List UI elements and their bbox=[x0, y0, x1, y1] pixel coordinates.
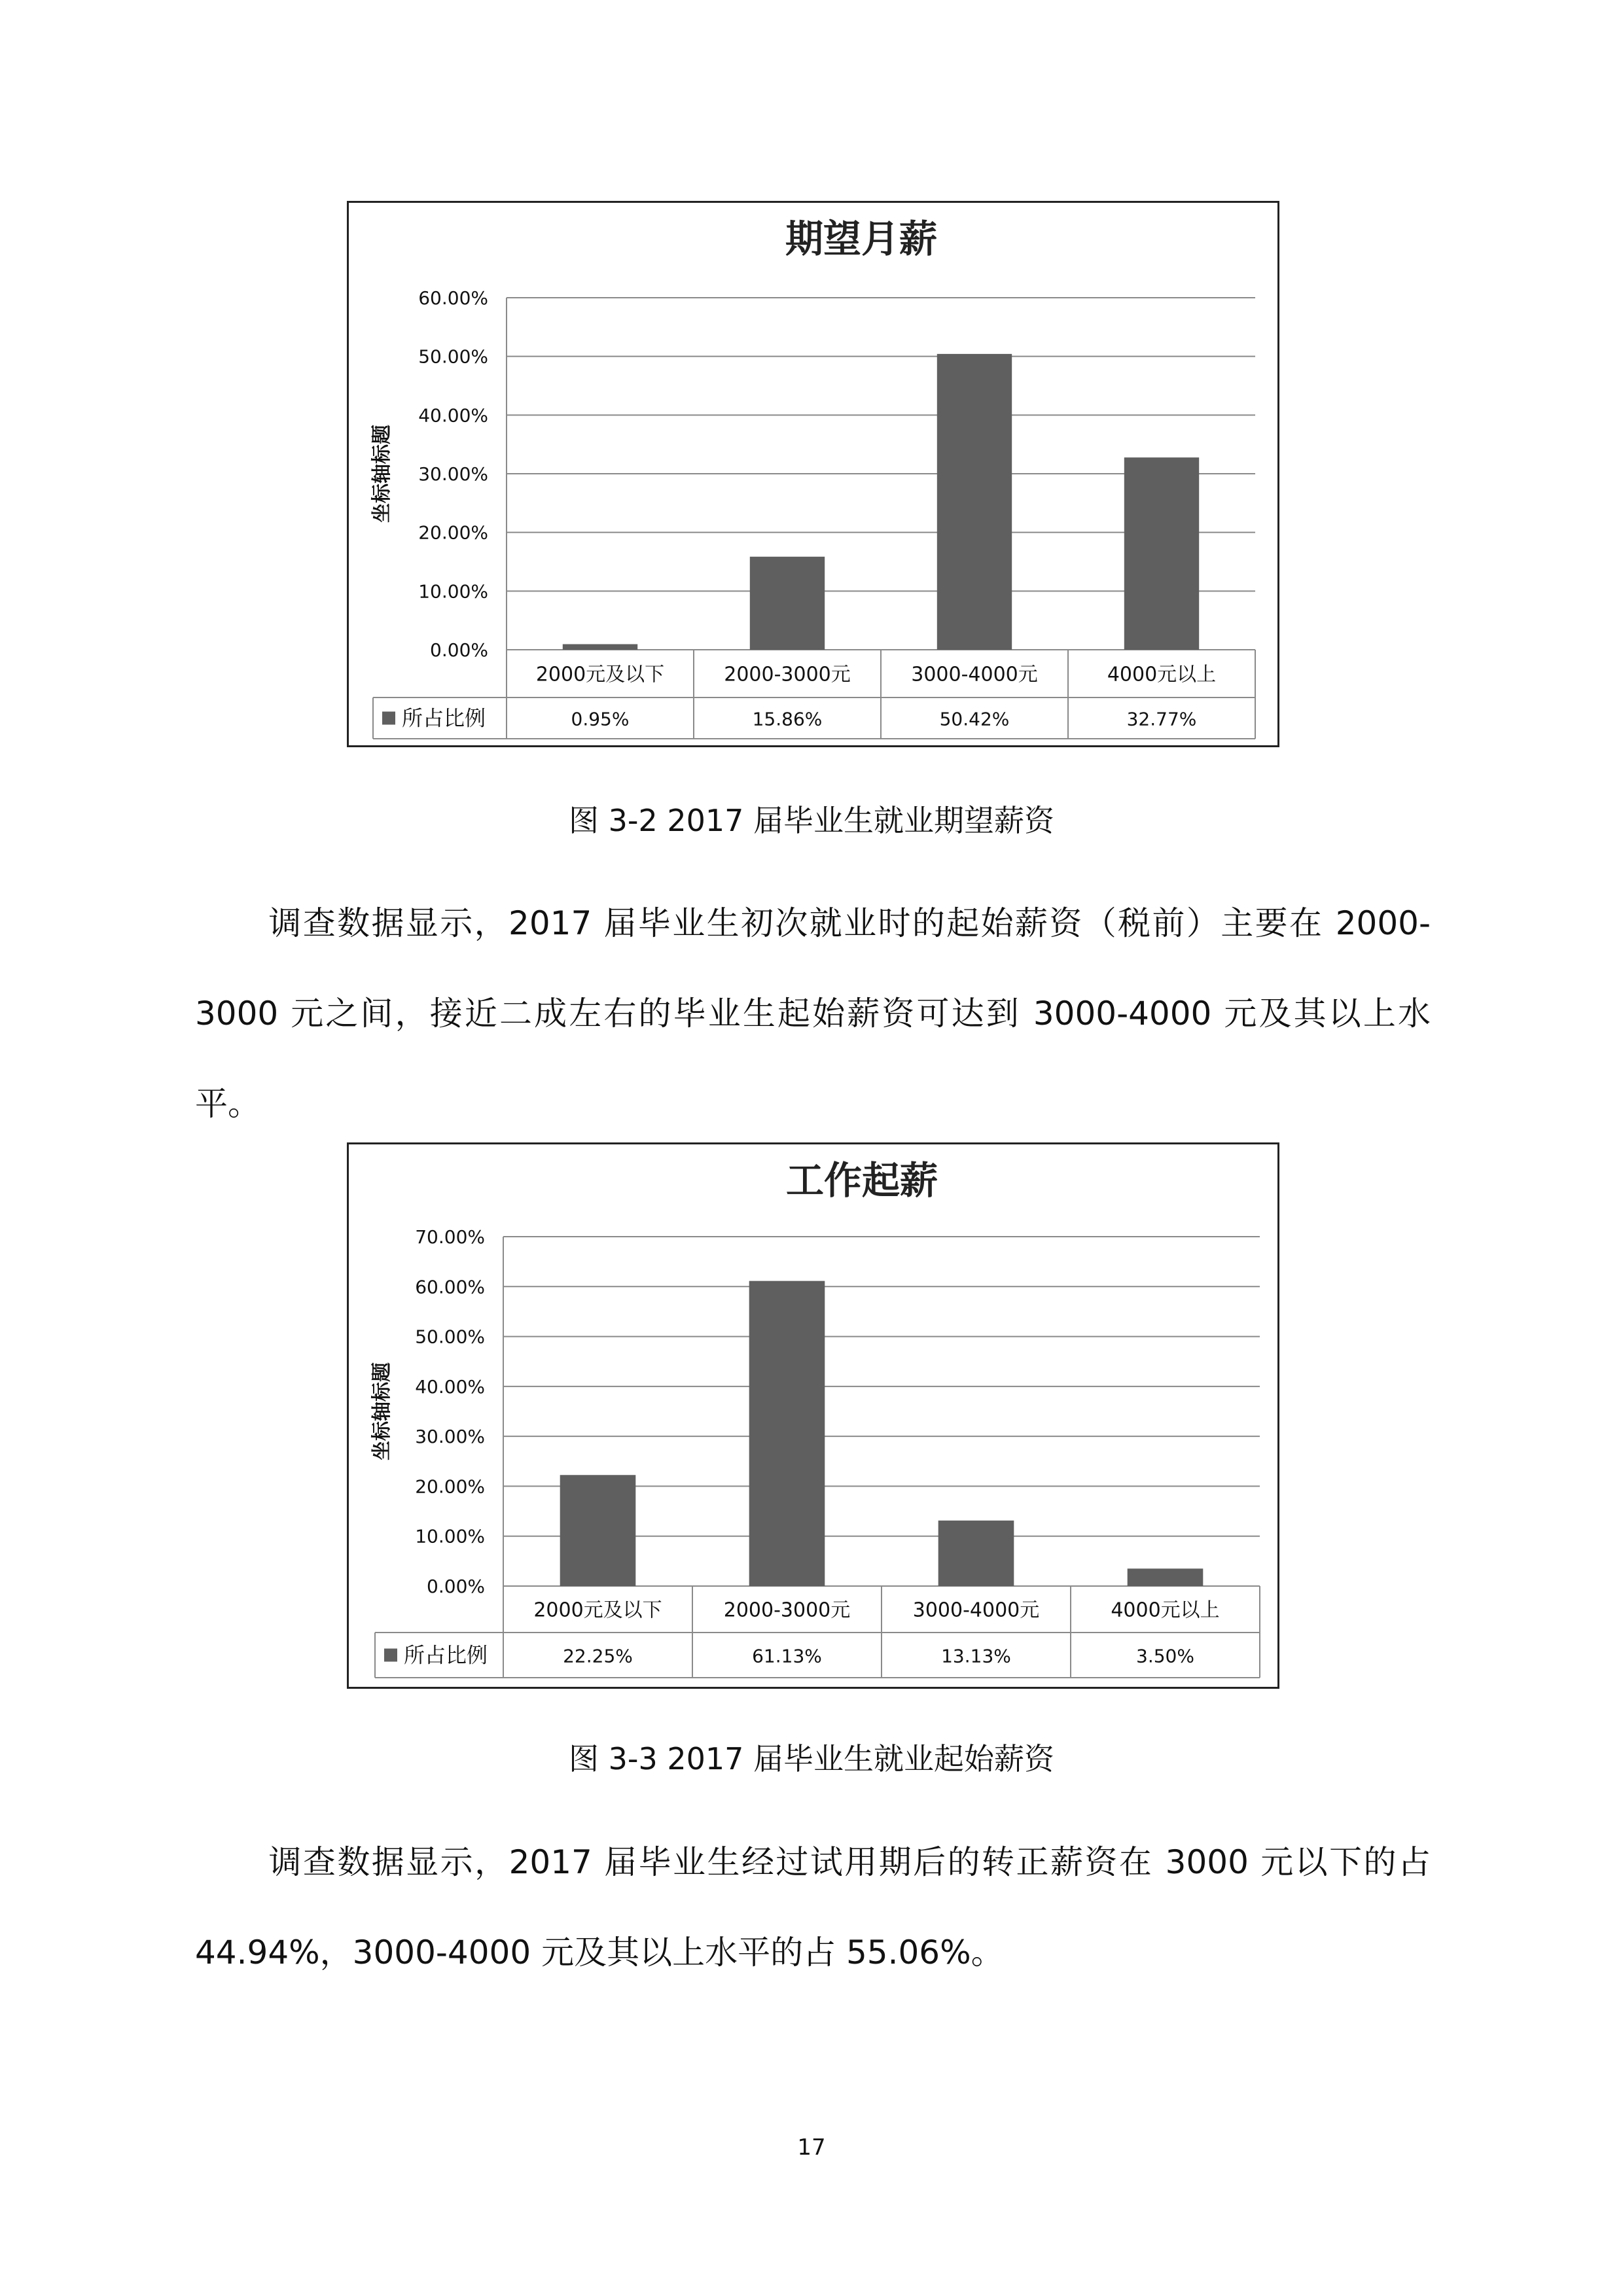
y-tick-label: 30.00% bbox=[415, 1426, 485, 1448]
category-label: 3000-4000元 bbox=[912, 1598, 1040, 1622]
y-tick-label: 50.00% bbox=[415, 1326, 485, 1348]
y-axis-title: 坐标轴标题 bbox=[370, 1362, 393, 1460]
data-label: 3.50% bbox=[1136, 1645, 1194, 1667]
figure-caption-3-2: 图 3-2 2017 届毕业生就业期望薪资 bbox=[568, 803, 1055, 838]
chart-starting-salary bbox=[347, 1142, 1279, 1689]
paragraph-starting-salary bbox=[195, 878, 1431, 1149]
paragraph-text: 调查数据显示，2017 届毕业生经过试用期后的转正薪资在 3000 元以下的占 44.94%，3000-4000 元及其以上水平的占 55.06%。 bbox=[195, 1843, 1431, 1971]
y-tick-label: 60.00% bbox=[418, 287, 488, 309]
chart-title: 期望月薪 bbox=[785, 217, 938, 261]
bar bbox=[563, 644, 637, 650]
y-tick-label: 0.00% bbox=[427, 1576, 485, 1597]
category-label: 2000元及以下 bbox=[533, 1598, 662, 1622]
y-tick-label: 10.00% bbox=[418, 580, 488, 603]
category-label: 2000-3000元 bbox=[723, 1598, 851, 1622]
data-label: 0.95% bbox=[571, 708, 630, 730]
category-label: 3000-4000元 bbox=[911, 663, 1038, 686]
category-label: 2000-3000元 bbox=[724, 663, 851, 686]
data-label: 50.42% bbox=[939, 708, 1010, 730]
y-tick-label: 0.00% bbox=[430, 639, 488, 661]
legend-key bbox=[382, 712, 395, 725]
chart-expected-salary bbox=[347, 201, 1279, 747]
y-tick-label: 50.00% bbox=[418, 345, 488, 368]
chart-expected-salary-svg bbox=[349, 203, 1277, 745]
bar bbox=[938, 1521, 1014, 1586]
data-label: 15.86% bbox=[752, 708, 823, 730]
bar bbox=[560, 1475, 636, 1586]
category-label: 4000元以上 bbox=[1107, 663, 1217, 686]
paragraph-regular-salary bbox=[195, 1817, 1431, 1998]
y-tick-label: 40.00% bbox=[418, 404, 488, 427]
bar bbox=[750, 557, 825, 650]
bar bbox=[1124, 457, 1199, 650]
y-tick-label: 70.00% bbox=[415, 1226, 485, 1248]
data-label: 32.77% bbox=[1126, 708, 1197, 730]
bar bbox=[1128, 1568, 1204, 1586]
data-label: 13.13% bbox=[941, 1645, 1011, 1667]
y-tick-label: 20.00% bbox=[418, 521, 488, 544]
data-label: 22.25% bbox=[563, 1645, 633, 1667]
chart-starting-salary-svg bbox=[349, 1144, 1277, 1687]
legend-label: 所占比例 bbox=[404, 1642, 488, 1668]
y-tick-label: 40.00% bbox=[415, 1375, 485, 1398]
category-label: 4000元以上 bbox=[1111, 1598, 1220, 1622]
figure-caption-3-3: 图 3-3 2017 届毕业生就业起始薪资 bbox=[568, 1741, 1055, 1776]
category-label: 2000元及以下 bbox=[535, 663, 665, 686]
chart-title: 工作起薪 bbox=[785, 1158, 938, 1203]
paragraph-text: 调查数据显示，2017 届毕业生初次就业时的起始薪资（税前）主要在 2000-3000 元之间，接近二成左右的毕业生起始薪资可达到 3000-4000 元及其以上水平。 bbox=[195, 904, 1431, 1123]
y-tick-label: 30.00% bbox=[418, 463, 488, 485]
y-axis-title: 坐标轴标题 bbox=[370, 425, 393, 523]
y-tick-label: 60.00% bbox=[415, 1276, 485, 1298]
bar bbox=[937, 354, 1012, 650]
page-number: 17 bbox=[797, 2134, 826, 2161]
y-tick-label: 10.00% bbox=[415, 1525, 485, 1547]
legend-label: 所占比例 bbox=[402, 705, 486, 731]
data-label: 61.13% bbox=[752, 1645, 822, 1667]
bar bbox=[749, 1281, 825, 1586]
y-tick-label: 20.00% bbox=[415, 1475, 485, 1498]
legend-key bbox=[384, 1649, 397, 1662]
